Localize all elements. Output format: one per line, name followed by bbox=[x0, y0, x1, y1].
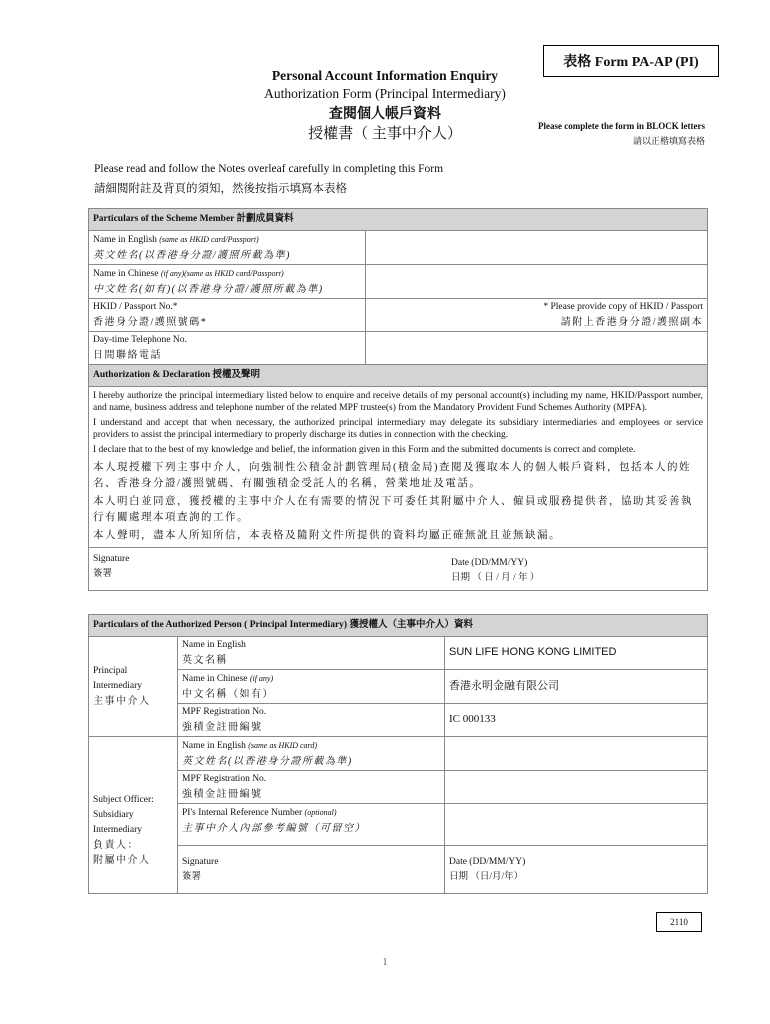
so-label-zh1: 負責人： bbox=[93, 839, 139, 851]
so-ref-note: (optional) bbox=[304, 808, 337, 817]
so-mpf-label: MPF Registration No. bbox=[182, 774, 267, 784]
title-line1: Personal Account Information Enquiry bbox=[271, 68, 499, 83]
so-name-label: Name in English bbox=[182, 741, 246, 751]
page-number: 1 bbox=[382, 957, 388, 968]
pi-name-en-value: SUN LIFE HONG KONG LIMITED bbox=[449, 646, 617, 658]
pi-name-zh-label-cell bbox=[178, 670, 445, 704]
so-label-en: Subject Officer: Subsidiary Intermediary bbox=[93, 794, 154, 835]
hkid-label: HKID / Passport No.* bbox=[93, 302, 178, 312]
tel-zh: 日間聯絡電話 bbox=[93, 350, 162, 361]
name-en-field[interactable] bbox=[366, 231, 708, 265]
pi-label-en: Principal Intermediary bbox=[93, 666, 143, 691]
pi-name-zh-note: (if any) bbox=[249, 674, 274, 683]
name-en-zh: 英文姓名(以香港身分證/護照所載為準) bbox=[93, 250, 291, 261]
declaration-z2: 本人明白並同意，獲授權的主事中介人在有需要的情況下可委任其附屬中介人、僱員或服務提供者，協助其妥善執行有關處理本項查詢的工作。 bbox=[93, 495, 693, 523]
so-ref-zh: 主事中介人內部參考編號（可留空） bbox=[182, 823, 366, 834]
name-zh-label-cell bbox=[89, 265, 366, 299]
authorized-header: Particulars of the Authorized Person ( Principal Intermediary) 獲授權人（主事中介人）資料 bbox=[89, 615, 708, 637]
member-signature-zh: 簽署 bbox=[93, 568, 113, 579]
so-name-label-cell bbox=[178, 737, 445, 771]
so-date-field[interactable] bbox=[445, 846, 708, 894]
hkid-zh: 香港身分證/護照號碼* bbox=[93, 317, 208, 328]
pi-name-en-field[interactable] bbox=[445, 637, 708, 670]
block-letters-en: Please complete the form in BLOCK letters bbox=[538, 121, 705, 131]
so-ref-label-cell bbox=[178, 804, 445, 846]
title-line4: 授權書（ 主事中介人） bbox=[308, 126, 462, 142]
member-section bbox=[88, 208, 708, 591]
intro-en: Please read and follow the Notes overleaf carefully in completing this Form bbox=[94, 163, 444, 175]
pi-mpf-label: MPF Registration No. bbox=[182, 707, 267, 717]
pi-mpf-label-cell bbox=[178, 704, 445, 737]
so-signature-zh: 簽署 bbox=[182, 871, 202, 882]
so-label-zh2: 附屬中介人 bbox=[93, 854, 151, 866]
form-code: 表格 Form PA-AP (PI) bbox=[543, 45, 719, 77]
signature-row bbox=[89, 547, 708, 590]
declaration-header: Authorization & Declaration 授權及聲明 bbox=[89, 365, 708, 387]
hkid-note-en: * Please provide copy of HKID / Passport bbox=[543, 302, 703, 312]
so-signature-label: Signature bbox=[182, 856, 219, 867]
so-date-label: Date (DD/MM/YY) bbox=[449, 856, 526, 867]
declaration-z1: 本人現授權下列主事中介人，向強制性公積金計劃管理局(積金局)查閱及獲取本人的個人帳戶資料，包括本人的姓名、香港身分證/護照號碼、有關強積金受託人的名稱，營業地址及電話。 bbox=[93, 461, 691, 489]
member-date-zh: 日期 （ 日 / 月 / 年 ） bbox=[451, 572, 540, 583]
pi-name-zh-field[interactable] bbox=[445, 670, 708, 704]
declaration-p2: I understand and accept that when necessary, the authorized principal intermediary may delegate its subsidiary intermediaries and employees or service providers to assist the principal intermediary to properly discharge its duties in connection with the checking. bbox=[93, 418, 703, 440]
so-mpf-field[interactable] bbox=[445, 771, 708, 804]
pi-mpf-field[interactable] bbox=[445, 704, 708, 737]
hkid-label-cell bbox=[89, 299, 366, 332]
pi-name-zh-value: 香港永明金融有限公司 bbox=[449, 679, 559, 692]
declaration-p1: I hereby authorize the principal intermediary listed below to enquire and receive details of my personal account(s) including my name, HKID/Passport number, and name, business address and telephone number of the related MPF trustee(s) from the Mandatory Provident Fund Schemes Authority (MPFA). bbox=[93, 391, 703, 413]
intro-zh: 請細閱附註及背頁的須知，然後按指示填寫本表格 bbox=[94, 183, 347, 195]
block-letters-zh: 請以正楷填寫表格 bbox=[632, 136, 705, 146]
authorized-section bbox=[88, 614, 708, 894]
member-signature-field[interactable] bbox=[89, 548, 447, 590]
title-line2: Authorization Form (Principal Intermediary) bbox=[264, 86, 506, 101]
pi-name-en-label-cell bbox=[178, 637, 445, 670]
name-en-note: (same as HKID card/Passport) bbox=[159, 235, 259, 244]
pi-label-zh: 主事中介人 bbox=[93, 696, 151, 707]
declaration-p3: I declare that to the best of my knowledge and belief, the information given in this Form and the submitted documents is correct and complete. bbox=[93, 445, 636, 455]
member-date-field[interactable] bbox=[447, 548, 707, 590]
so-label-cell bbox=[89, 737, 178, 894]
name-zh-zh: 中文姓名(如有)(以香港身分證/護照所載為準) bbox=[93, 284, 324, 295]
declaration-body bbox=[89, 387, 708, 548]
tel-field[interactable] bbox=[366, 332, 708, 365]
pi-label-cell bbox=[89, 637, 178, 737]
so-name-note: (same as HKID card) bbox=[248, 741, 318, 750]
so-signature-field[interactable] bbox=[178, 846, 445, 894]
pi-name-zh-label: Name in Chinese bbox=[182, 674, 248, 684]
name-en-label: Name in English bbox=[93, 235, 157, 245]
name-zh-field[interactable] bbox=[366, 265, 708, 299]
pi-name-zh-zh: 中文名稱（如有） bbox=[182, 689, 274, 700]
name-en-label-cell bbox=[89, 231, 366, 265]
declaration-z3: 本人聲明，盡本人所知所信，本表格及隨附文件所提供的資料均屬正確無訛且並無缺漏。 bbox=[93, 529, 561, 541]
tel-label-cell bbox=[89, 332, 366, 365]
so-ref-label: PI's Internal Reference Number bbox=[182, 808, 303, 818]
hkid-note-zh: 請附上香港身分證/護照副本 bbox=[560, 317, 703, 328]
name-zh-note: (if any)(same as HKID card/Passport) bbox=[160, 269, 284, 278]
so-mpf-label-cell bbox=[178, 771, 445, 804]
so-name-zh: 英文姓名(以香港身分證所載為準) bbox=[182, 756, 353, 767]
title-line3: 查閱個人帳戶資料 bbox=[329, 106, 441, 122]
so-mpf-zh: 強積金註冊編號 bbox=[182, 789, 263, 800]
member-date-label: Date (DD/MM/YY) bbox=[451, 557, 528, 568]
so-date-zh: 日期 （日/月/年） bbox=[449, 871, 524, 882]
pi-mpf-value: IC 000133 bbox=[449, 713, 496, 725]
hkid-field[interactable] bbox=[366, 299, 708, 332]
member-header: Particulars of the Scheme Member 計劃成員資料 bbox=[89, 209, 708, 231]
so-name-field[interactable] bbox=[445, 737, 708, 771]
tel-label: Day-time Telephone No. bbox=[93, 335, 187, 345]
member-signature-label: Signature bbox=[93, 553, 130, 564]
pi-name-en-zh: 英文名稱 bbox=[182, 655, 228, 666]
form-number-box: 2110 bbox=[656, 912, 702, 932]
pi-mpf-zh: 強積金註冊編號 bbox=[182, 722, 263, 733]
pi-name-en-label: Name in English bbox=[182, 640, 246, 650]
name-zh-label: Name in Chinese bbox=[93, 269, 159, 279]
so-ref-field[interactable] bbox=[445, 804, 708, 846]
